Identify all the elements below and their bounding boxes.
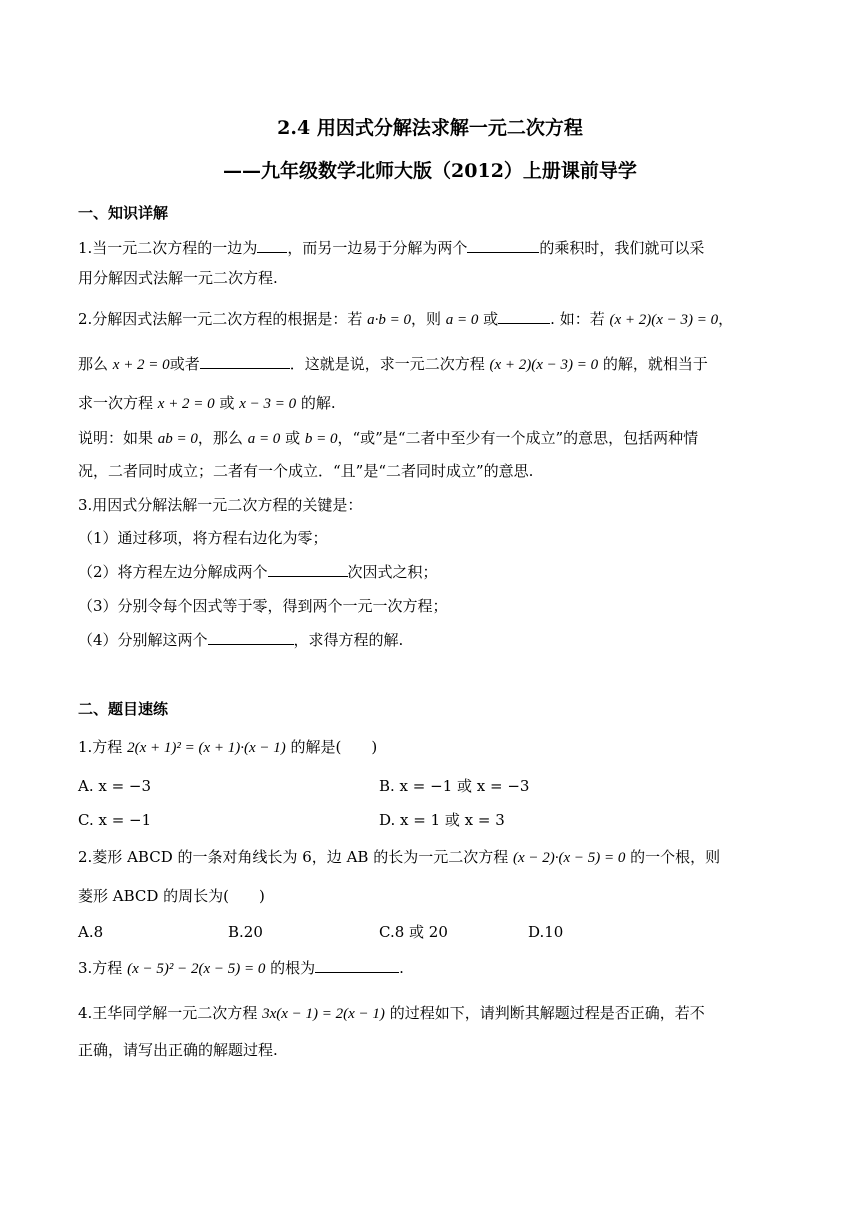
q1-option-a: A. x = −3 [78, 777, 152, 795]
key-points-heading: 3.用因式分解法解一元二次方程的关键是： [78, 496, 363, 514]
note-line-1: 说明：如果 ab = 0，那么 a = 0 或 b = 0，“或”是“二者中至少有一个成立”的意思，包括两种情 [78, 429, 699, 447]
q1-option-c: C. x = −1 [78, 811, 152, 829]
section-2-heading: 二、题目速练 [78, 700, 169, 718]
step-3: （3）分别令每个因式等于零，得到两个一元一次方程； [78, 597, 448, 615]
question-1: 1.方程 2(x + 1)² = (x + 1)·(x − 1) 的解是( ) [78, 738, 378, 756]
paragraph-1-line-2: 用分解因式法解一元二次方程. [78, 269, 278, 287]
q1-option-d: D. x = 1 或 x = 3 [379, 811, 505, 829]
page-title: 2.4 用因式分解法求解一元二次方程 [277, 117, 583, 139]
paragraph-2-line-1: 2.分解因式法解一元二次方程的根据是：若 a·b = 0，则 a = 0 或 . 如：若 (x + 2)(x − 3) = 0， [78, 310, 734, 328]
paragraph-2-line-3: 求一次方程 x + 2 = 0 或 x − 3 = 0 的解. [78, 394, 336, 412]
q1-option-b: B. x = −1 或 x = −3 [379, 777, 530, 795]
paragraph-1-line-1: 1.当一元二次方程的一边为 ，而另一边易于分解为两个 的乘积时，我们就可以采 [78, 239, 705, 257]
q2-option-d: D.10 [528, 923, 564, 941]
blank-2 [467, 238, 539, 253]
q2-option-c: C.8 或 20 [379, 923, 448, 941]
blank-1 [257, 238, 287, 253]
step-2: （2）将方程左边分解成两个 次因式之积； [78, 563, 438, 581]
blank-5 [268, 562, 348, 577]
question-3: 3.方程 (x − 5)² − 2(x − 5) = 0 的根为 . [78, 959, 404, 977]
step-1: （1）通过移项，将方程右边化为零； [78, 529, 328, 547]
question-4-line-1: 4.王华同学解一元二次方程 3x(x − 1) = 2(x − 1) 的过程如下，请判断其解题过程是否正确，若不 [78, 1004, 705, 1022]
q2-option-b: B.20 [228, 923, 263, 941]
q2-option-a: A.8 [78, 923, 104, 941]
blank-7 [315, 958, 399, 973]
paragraph-2-line-2: 那么 x + 2 = 0或者 ．这就是说，求一元二次方程 (x + 2)(x − 3) = 0 的解，就相当于 [78, 355, 708, 373]
page-subtitle: ——九年级数学北师大版（2012）上册课前导学 [223, 160, 637, 182]
blank-3 [498, 309, 550, 324]
blank-4 [200, 354, 290, 369]
step-4: （4）分别解这两个 ，求得方程的解. [78, 631, 404, 649]
question-2-line-2: 菱形 ABCD 的周长为( ) [78, 887, 265, 905]
question-2-line-1: 2.菱形 ABCD 的一条对角线长为 6，边 AB 的长为一元二次方程 (x − 2)·(x − 5) = 0 的一个根，则 [78, 848, 721, 866]
blank-6 [208, 630, 294, 645]
section-1-heading: 一、知识详解 [78, 204, 169, 222]
question-4-line-2: 正确，请写出正确的解题过程. [78, 1041, 278, 1059]
note-line-2: 况，二者同时成立；二者有一个成立．“且”是“二者同时成立”的意思. [78, 462, 534, 480]
